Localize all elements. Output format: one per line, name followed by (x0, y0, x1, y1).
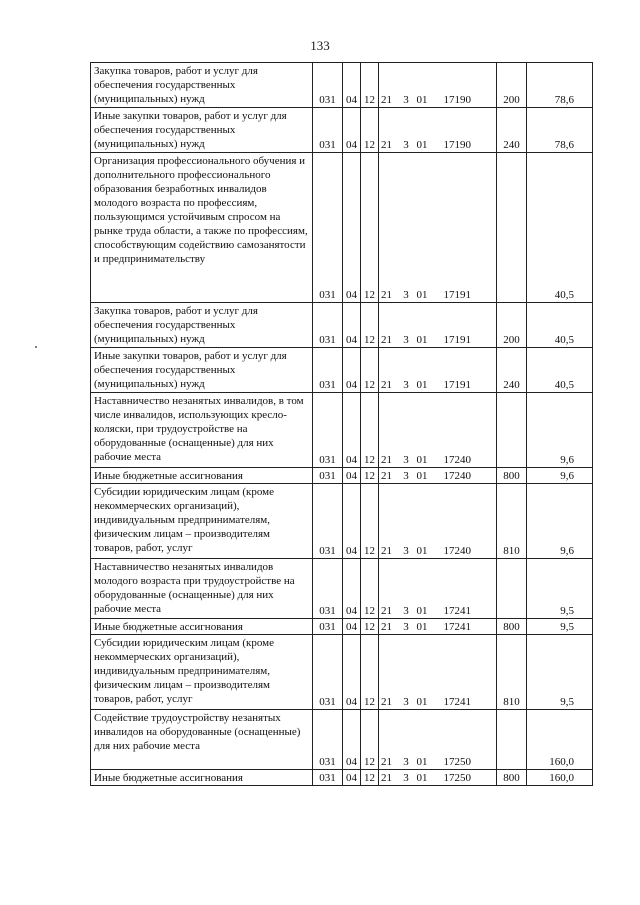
csr-direction-code: 17190 (443, 139, 471, 151)
csr-subprogram-code: 3 (403, 139, 409, 151)
target-article-code-cell (379, 710, 497, 770)
section-code-cell: 04 (343, 468, 361, 484)
grbs-code-cell: 031 (313, 710, 343, 770)
csr-direction-code: 17250 (443, 772, 471, 784)
expense-type-code-cell: 810 (497, 635, 527, 710)
expense-name-cell: Иные бюджетные ассигнования (91, 468, 313, 484)
amount-cell: 9,6 (527, 393, 593, 468)
csr-event-code: 01 (416, 334, 428, 346)
grbs-code-cell: 031 (313, 559, 343, 619)
target-article-code-cell (379, 348, 497, 393)
csr-program-code: 21 (381, 289, 392, 301)
csr-subprogram-code: 3 (403, 94, 409, 106)
expense-name-cell: Закупка товаров, работ и услуг для обеспечения государственных (муниципальных) нужд (91, 303, 313, 348)
amount-cell: 9,5 (527, 619, 593, 635)
budget-table (90, 62, 593, 786)
section-code-cell: 04 (343, 153, 361, 303)
expense-type-code-cell (497, 153, 527, 303)
expense-name-cell: Иные бюджетные ассигнования (91, 770, 313, 786)
table-row (91, 393, 593, 468)
csr-program-code: 21 (381, 334, 392, 346)
table-row (91, 635, 593, 710)
expense-name-cell: Содействие трудоустройству незанятых инвалидов на оборудованные (оснащенные) для них рабочие места (91, 710, 313, 770)
csr-program-code: 21 (381, 470, 392, 482)
amount-cell: 160,0 (527, 770, 593, 786)
amount-cell: 9,5 (527, 559, 593, 619)
subsection-code-cell: 12 (361, 619, 379, 635)
csr-event-code: 01 (416, 289, 428, 301)
amount-cell: 78,6 (527, 108, 593, 153)
csr-subprogram-code: 3 (403, 621, 409, 633)
csr-event-code: 01 (416, 470, 428, 482)
csr-event-code: 01 (416, 621, 428, 633)
csr-program-code: 21 (381, 605, 392, 617)
expense-type-code-cell: 240 (497, 108, 527, 153)
subsection-code-cell: 12 (361, 348, 379, 393)
subsection-code-cell: 12 (361, 468, 379, 484)
csr-event-code: 01 (416, 379, 428, 391)
csr-program-code: 21 (381, 756, 392, 768)
table-row (91, 710, 593, 770)
page-number: 133 (310, 38, 330, 53)
budget-table-body (91, 63, 593, 786)
expense-name-cell: Субсидии юридическим лицам (кроме некоммерческих организаций), индивидуальным предпринимателям, физическим лицам – производителям товаров, работ, услуг (91, 484, 313, 559)
csr-program-code: 21 (381, 545, 392, 557)
target-article-code-cell (379, 393, 497, 468)
table-row (91, 559, 593, 619)
csr-program-code: 21 (381, 454, 392, 466)
table-row (91, 619, 593, 635)
subsection-code-cell: 12 (361, 484, 379, 559)
csr-direction-code: 17191 (443, 289, 471, 301)
target-article-code-cell (379, 63, 497, 108)
target-article-code-cell (379, 303, 497, 348)
csr-direction-code: 17240 (443, 454, 471, 466)
table-row (91, 63, 593, 108)
grbs-code-cell: 031 (313, 108, 343, 153)
csr-subprogram-code: 3 (403, 454, 409, 466)
csr-subprogram-code: 3 (403, 696, 409, 708)
csr-subprogram-code: 3 (403, 545, 409, 557)
amount-cell: 9,6 (527, 468, 593, 484)
section-code-cell: 04 (343, 710, 361, 770)
csr-program-code: 21 (381, 772, 392, 784)
csr-event-code: 01 (416, 545, 428, 557)
amount-cell: 40,5 (527, 153, 593, 303)
subsection-code-cell: 12 (361, 63, 379, 108)
section-code-cell: 04 (343, 108, 361, 153)
amount-cell: 9,5 (527, 635, 593, 710)
csr-program-code: 21 (381, 696, 392, 708)
table-row (91, 348, 593, 393)
table-row (91, 484, 593, 559)
subsection-code-cell: 12 (361, 108, 379, 153)
grbs-code-cell: 031 (313, 348, 343, 393)
section-code-cell: 04 (343, 770, 361, 786)
csr-program-code: 21 (381, 139, 392, 151)
csr-subprogram-code: 3 (403, 379, 409, 391)
table-row (91, 468, 593, 484)
expense-name-cell: Субсидии юридическим лицам (кроме некоммерческих организаций), индивидуальным предпринимателям, физическим лицам – производителям товаров, работ, услуг (91, 635, 313, 710)
target-article-code-cell (379, 153, 497, 303)
expense-name-cell: Наставничество незанятых инвалидов молодого возраста при трудоустройстве на оборудованные (оснащенные) для них рабочие места (91, 559, 313, 619)
csr-direction-code: 17240 (443, 545, 471, 557)
section-code-cell: 04 (343, 303, 361, 348)
csr-event-code: 01 (416, 756, 428, 768)
expense-type-code-cell (497, 710, 527, 770)
expense-type-code-cell: 800 (497, 468, 527, 484)
grbs-code-cell: 031 (313, 303, 343, 348)
section-code-cell: 04 (343, 635, 361, 710)
section-code-cell: 04 (343, 619, 361, 635)
csr-direction-code: 17191 (443, 334, 471, 346)
table-row (91, 770, 593, 786)
expense-type-code-cell (497, 393, 527, 468)
csr-subprogram-code: 3 (403, 334, 409, 346)
expense-type-code-cell: 800 (497, 619, 527, 635)
section-code-cell: 04 (343, 348, 361, 393)
grbs-code-cell: 031 (313, 468, 343, 484)
target-article-code-cell (379, 635, 497, 710)
csr-direction-code: 17250 (443, 756, 471, 768)
csr-direction-code: 17241 (443, 696, 471, 708)
csr-event-code: 01 (416, 696, 428, 708)
csr-direction-code: 17241 (443, 605, 471, 617)
subsection-code-cell: 12 (361, 153, 379, 303)
table-row (91, 153, 593, 303)
expense-type-code-cell: 810 (497, 484, 527, 559)
amount-cell: 9,6 (527, 484, 593, 559)
section-code-cell: 04 (343, 393, 361, 468)
section-code-cell: 04 (343, 559, 361, 619)
csr-direction-code: 17241 (443, 621, 471, 633)
grbs-code-cell: 031 (313, 153, 343, 303)
expense-name-cell: Иные закупки товаров, работ и услуг для обеспечения государственных (муниципальных) нужд (91, 348, 313, 393)
amount-cell: 40,5 (527, 303, 593, 348)
csr-event-code: 01 (416, 605, 428, 617)
target-article-code-cell (379, 619, 497, 635)
grbs-code-cell: 031 (313, 770, 343, 786)
grbs-code-cell: 031 (313, 635, 343, 710)
csr-event-code: 01 (416, 139, 428, 151)
target-article-code-cell (379, 559, 497, 619)
expense-name-cell: Иные бюджетные ассигнования (91, 619, 313, 635)
expense-name-cell: Иные закупки товаров, работ и услуг для обеспечения государственных (муниципальных) нужд (91, 108, 313, 153)
grbs-code-cell: 031 (313, 619, 343, 635)
expense-name-cell: Наставничество незанятых инвалидов, в том числе инвалидов, использующих кресло-коляски, при трудоустройстве на оборудованные (оснащенные) для них рабочие места (91, 393, 313, 468)
expense-name-cell: Организация профессионального обучения и дополнительного профессионального образования безработных инвалидов молодого возраста по профессиям, пользующимся устойчивым спросом на рынке труда области, а также по профессиям, способствующим содействию самозанятости и предпринимательству (91, 153, 313, 303)
subsection-code-cell: 12 (361, 770, 379, 786)
section-code-cell: 04 (343, 484, 361, 559)
csr-direction-code: 17240 (443, 470, 471, 482)
target-article-code-cell (379, 770, 497, 786)
target-article-code-cell (379, 468, 497, 484)
csr-subprogram-code: 3 (403, 772, 409, 784)
subsection-code-cell: 12 (361, 710, 379, 770)
subsection-code-cell: 12 (361, 635, 379, 710)
expense-type-code-cell: 200 (497, 63, 527, 108)
subsection-code-cell: 12 (361, 559, 379, 619)
grbs-code-cell: 031 (313, 393, 343, 468)
expense-type-code-cell: 800 (497, 770, 527, 786)
csr-program-code: 21 (381, 94, 392, 106)
csr-program-code: 21 (381, 379, 392, 391)
subsection-code-cell: 12 (361, 393, 379, 468)
amount-cell: 40,5 (527, 348, 593, 393)
expense-name-cell: Закупка товаров, работ и услуг для обеспечения государственных (муниципальных) нужд (91, 63, 313, 108)
csr-program-code: 21 (381, 621, 392, 633)
csr-subprogram-code: 3 (403, 605, 409, 617)
expense-type-code-cell: 240 (497, 348, 527, 393)
expense-type-code-cell (497, 559, 527, 619)
csr-event-code: 01 (416, 94, 428, 106)
csr-event-code: 01 (416, 454, 428, 466)
amount-cell: 78,6 (527, 63, 593, 108)
csr-direction-code: 17190 (443, 94, 471, 106)
target-article-code-cell (379, 484, 497, 559)
scan-speck (35, 346, 37, 348)
section-code-cell: 04 (343, 63, 361, 108)
csr-event-code: 01 (416, 772, 428, 784)
amount-cell: 160,0 (527, 710, 593, 770)
grbs-code-cell: 031 (313, 63, 343, 108)
csr-subprogram-code: 3 (403, 289, 409, 301)
grbs-code-cell: 031 (313, 484, 343, 559)
target-article-code-cell (379, 108, 497, 153)
csr-subprogram-code: 3 (403, 470, 409, 482)
expense-type-code-cell: 200 (497, 303, 527, 348)
csr-direction-code: 17191 (443, 379, 471, 391)
subsection-code-cell: 12 (361, 303, 379, 348)
table-row (91, 303, 593, 348)
csr-subprogram-code: 3 (403, 756, 409, 768)
table-row (91, 108, 593, 153)
